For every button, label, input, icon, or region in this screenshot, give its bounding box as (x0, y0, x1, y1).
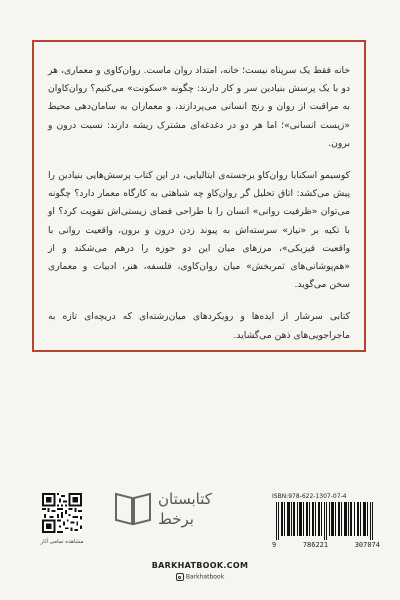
isbn-text: ISBN:978-622-1307-07-4 (272, 493, 347, 500)
book-logo-icon (114, 490, 152, 526)
barcode-digits-group2: 307074 (354, 541, 380, 549)
instagram-handle[interactable] (0, 573, 400, 581)
description-paragraph-2: کوسیمو اسکنابا روان‌کاو برجسته‌ی ایتالیایی، در این کتاب پرسش‌هایی بنیادین را پیش می‌کشد: اتاق تحلیل گر روان‌کاو چه شباهتی به کارگاه معمار دارد؟ چگونه می‌توان «ظرفیت روانی» انسان را با طراحی فضای زیستی‌اش تقویت کرد؟ او با تکیه بر «نیاز» سرسته‌اش به پیوند زدن درون و برون، واقعیت روانی با واقعیت فیزیکی»، مرزهای میان این دو حوزه را درهم می‌شکند و از «هم‌پوشانی‌های ثمربخش» میان روان‌کاوی، فلسفه، هنر، ادبیات و معماری سخن می‌گوید. (48, 170, 350, 291)
barcode-icon (272, 502, 380, 540)
barcode-section (272, 493, 380, 549)
qr-section (40, 493, 84, 545)
publisher-name-line1: کتابستان (158, 490, 212, 508)
instagram-icon (176, 573, 184, 581)
qr-code[interactable] (42, 493, 82, 533)
description-paragraph-3: کتابی سرشار از ایده‌ها و رویکردهای میان‌رشته‌ای که دریچه‌ای تازه به ماجراجویی‌های ذهن می‌گشاید. (48, 311, 350, 341)
qr-caption: مشاهده تمامی آثار (40, 539, 84, 545)
description-paragraph-1: خانه فقط یک سرپناه نیست؛ خانه، امتداد روان ماست. روان‌کاوی و معماری، هر دو با یک پرسش بنیادین سر و کار دارند: چگونه «سکونت» می‌کنیم؟ روان‌کاوان به مراقبت از روان و رنج انسانی می‌پردازند، و معماران به سامان‌دهی محیط «زیست انسانی»؛ اما هر دو در دغدغه‌ای مشترک ریشه دارند: نسبت درون و برون. (48, 65, 350, 149)
instagram-handle-text: Barkhatbook (185, 573, 225, 581)
barcode-digits-group1: 786221 (302, 541, 329, 549)
barcode-digits (272, 541, 380, 549)
publisher-website[interactable]: BARKHATBOOK.COM (151, 561, 249, 570)
publisher-name-line2: برخط (158, 510, 194, 528)
barcode-digit-lead: 9 (272, 541, 277, 549)
description-frame (32, 40, 366, 352)
